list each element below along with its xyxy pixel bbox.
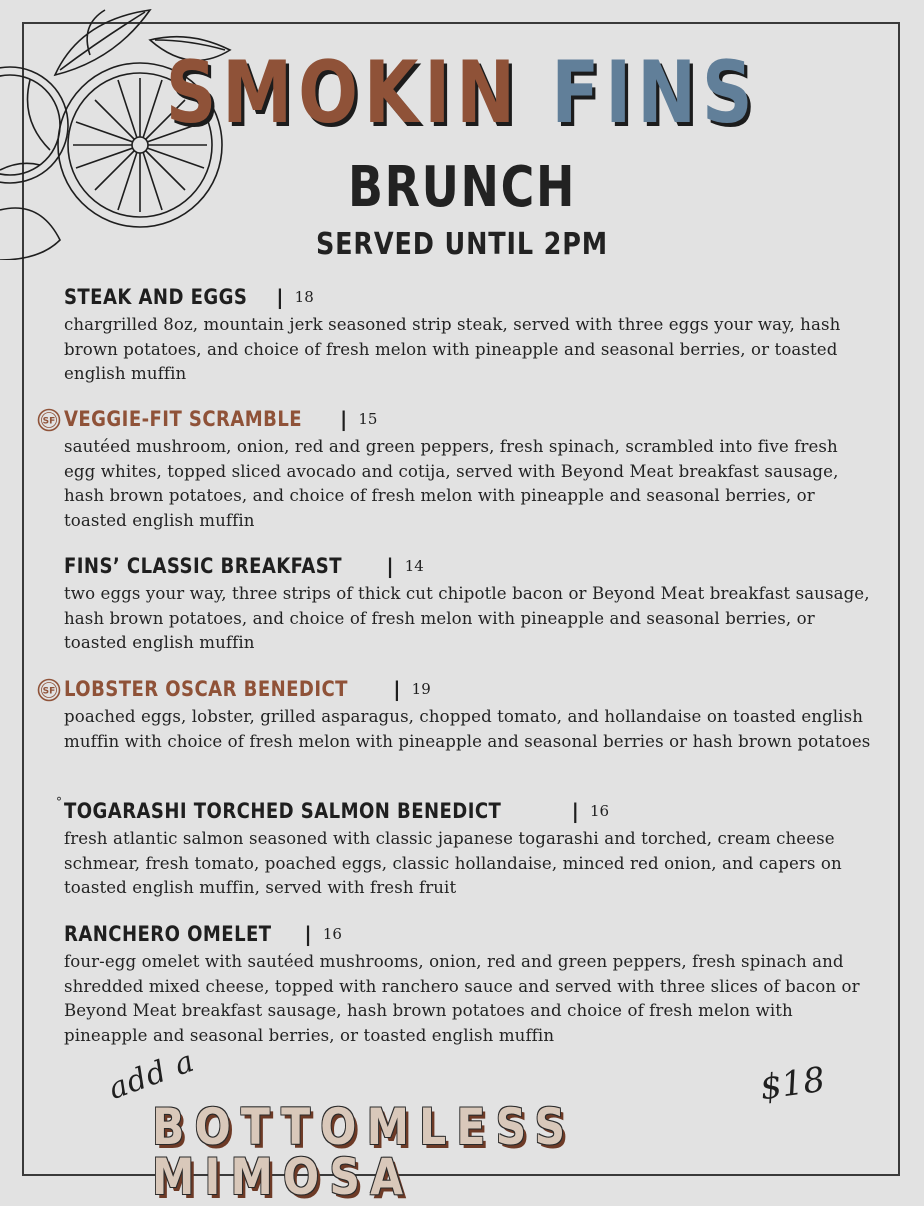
promo-price: $18: [757, 1059, 828, 1109]
price-separator: |: [393, 677, 401, 701]
smokin-fins-badge-icon: [37, 408, 61, 432]
item-price: 18: [294, 288, 314, 306]
promo-prefix: add a: [104, 1043, 200, 1107]
menu-item-togarashi-salmon-benedict: [56, 795, 874, 901]
item-name: STEAK AND EGGS: [64, 285, 248, 309]
price-separator: |: [339, 407, 348, 431]
bottomless-mimosa-banner: BOTTOMLESS MIMOSA: [152, 1098, 576, 1206]
price-separator: |: [386, 554, 394, 578]
served-until: SERVED UNTIL 2PM: [315, 227, 609, 262]
item-description: poached eggs, lobster, grilled asparagus, chopped tomato, and hollandaise on toasted english muffin with choice of fresh melon with pineapple and seasonal berries or hash brown potatoes: [64, 707, 871, 751]
title-word-smokin: SMOKIN: [165, 43, 521, 143]
item-description: fresh atlantic salmon seasoned with classic japanese togarashi and torched, cream cheese schmear, fresh tomato, poached eggs, classic hollandaise, minced red onion, and capers on toasted english muffin, served with fresh fruit: [64, 829, 842, 897]
item-name: TOGARASHI TORCHED SALMON BENEDICT: [64, 799, 502, 823]
item-description: chargrilled 8oz, mountain jerk seasoned strip steak, served with three eggs your way, hash brown potatoes, and choice of fresh melon with pineapple and seasonal berries, or toasted english muffin: [64, 315, 841, 383]
price-separator: |: [571, 799, 579, 823]
item-name: VEGGIE-FIT SCRAMBLE: [64, 407, 303, 431]
raw-item-marker: °: [56, 795, 62, 809]
item-price: 15: [358, 410, 378, 428]
price-separator: |: [276, 285, 284, 309]
item-price: 14: [404, 557, 424, 575]
item-description: four-egg omelet with sautéed mushrooms, onion, red and green peppers, fresh spinach and shredded mixed cheese, topped with ranchero sauce and served with three slices of bacon or Beyond Meat breakfast sausage, hash brown potatoes and choice of fresh melon with pineapple and seasonal berries, or toasted english muffin: [64, 952, 860, 1045]
svg-text:SF: SF: [42, 686, 56, 697]
svg-text:SF: SF: [42, 416, 56, 427]
menu-title: BRUNCH: [347, 155, 577, 220]
restaurant-name: [83, 43, 841, 143]
item-description: sautéed mushroom, onion, red and green peppers, fresh spinach, scrambled into five fresh egg whites, topped sliced avocado and cotija, served with Beyond Meat breakfast sausage, hash brown potatoes, and choice of fresh melon with pineapple and seasonal berries, or toasted english muffin: [64, 437, 839, 530]
price-separator: |: [304, 922, 312, 946]
item-name: LOBSTER OSCAR BENEDICT: [64, 677, 348, 701]
item-description: two eggs your way, three strips of thick cut chipotle bacon or Beyond Meat breakfast sausage, hash brown potatoes, and choice of fresh melon with pineapple and seasonal berries, or toasted english muffin: [64, 584, 870, 652]
item-price: 16: [322, 925, 342, 943]
menu-item-lobster-oscar-benedict: [42, 677, 874, 754]
menu-item-ranchero-omelet: [64, 922, 874, 1048]
item-price: 16: [589, 802, 610, 820]
item-name: FINS’ CLASSIC BREAKFAST: [64, 554, 342, 578]
menu-item-fins-classic-breakfast: [64, 554, 874, 656]
item-price: 19: [411, 680, 431, 698]
item-name: RANCHERO OMELET: [64, 922, 272, 946]
title-word-fins: FINS: [551, 43, 759, 143]
menu-item-veggie-fit-scramble: [42, 407, 874, 533]
smokin-fins-badge-icon: [37, 678, 61, 702]
menu-item-steak-and-eggs: [64, 285, 874, 387]
